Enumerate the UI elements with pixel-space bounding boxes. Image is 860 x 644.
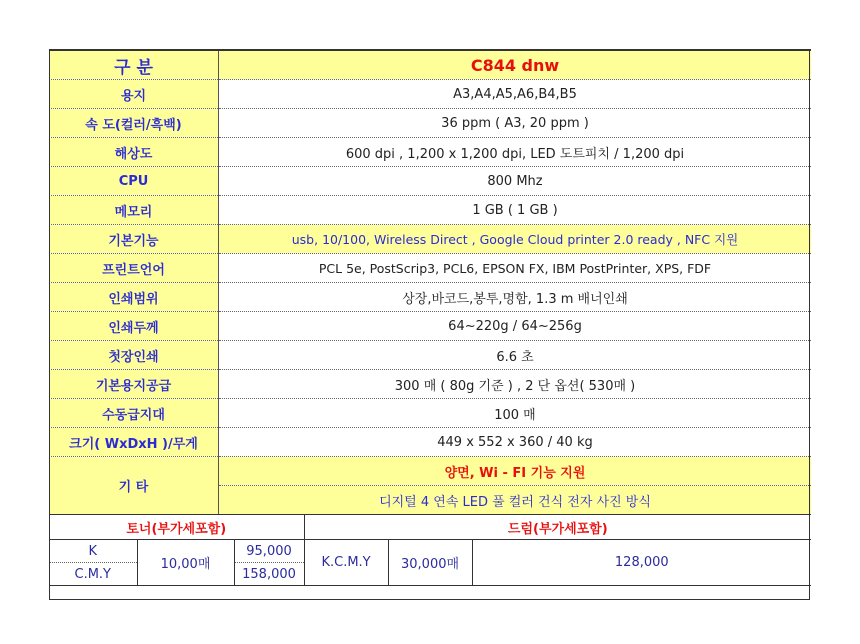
spec-label: 해상도 <box>49 138 219 167</box>
spec-row-first-print <box>49 341 811 370</box>
spec-value: 1 GB ( 1 GB ) <box>219 196 812 225</box>
consumables-row-k <box>49 540 811 563</box>
spec-row-memory <box>49 196 811 225</box>
spec-row-paper-supply <box>49 370 811 399</box>
toner-k-label: K <box>49 540 137 563</box>
spec-value: 449 x 552 x 360 / 40 kg <box>219 428 812 457</box>
model-name: C844 dnw <box>219 50 812 80</box>
spec-value: 600 dpi , 1,200 x 1,200 dpi, LED 도트피치 / 1,200 dpi <box>219 138 812 167</box>
etc-label: 기 타 <box>49 457 219 515</box>
spec-row-cpu <box>49 167 811 196</box>
spec-value: 64~220g / 64~256g <box>219 312 812 341</box>
spec-label: 인쇄범위 <box>49 283 219 312</box>
header-row <box>49 50 811 80</box>
spec-label: 메모리 <box>49 196 219 225</box>
etc-row-1 <box>49 457 811 486</box>
spec-row-size-weight <box>49 428 811 457</box>
spec-label: 수동급지대 <box>49 399 219 428</box>
spec-label: 기본기능 <box>49 225 219 254</box>
toner-header: 토너(부가세포함) <box>49 515 304 540</box>
spec-label: 인쇄두께 <box>49 312 219 341</box>
spec-label: 기본용지공급 <box>49 370 219 399</box>
etc-line-1: 양면, Wi - FI 기능 지원 <box>219 457 812 486</box>
spec-value: 300 매 ( 80g 기준 ) , 2 단 옵션( 530매 ) <box>219 370 812 399</box>
drum-header: 드럼(부가세포함) <box>304 515 811 540</box>
spec-label: 크기( WxDxH )/무게 <box>49 428 219 457</box>
spec-row-manual-tray <box>49 399 811 428</box>
spec-sheet <box>49 49 811 586</box>
spec-value: 상장,바코드,봉투,명함, 1.3 m 배너인쇄 <box>219 283 812 312</box>
spec-value: 6.6 초 <box>219 341 812 370</box>
spec-table <box>49 49 811 515</box>
spec-row-resolution <box>49 138 811 167</box>
spec-label: 속 도(컬러/흑백) <box>49 109 219 138</box>
toner-price-k: 95,000 <box>234 540 304 563</box>
spec-value: 800 Mhz <box>219 167 812 196</box>
drum-yield: 30,000매 <box>388 540 472 586</box>
spec-row-speed <box>49 109 811 138</box>
etc-line-2: 디지털 4 연속 LED 풀 컬러 건식 전자 사진 방식 <box>219 486 812 515</box>
drum-price: 128,000 <box>472 540 811 586</box>
spec-value: A3,A4,A5,A6,B4,B5 <box>219 80 812 109</box>
spec-value: usb, 10/100, Wireless Direct , Google Cloud printer 2.0 ready , NFC 지원 <box>219 225 812 254</box>
spec-value: PCL 5e, PostScrip3, PCL6, EPSON FX, IBM PostPrinter, XPS, FDF <box>219 254 812 283</box>
spec-label: 용지 <box>49 80 219 109</box>
header-label: 구 분 <box>49 50 219 80</box>
spec-row-paper <box>49 80 811 109</box>
toner-yield: 10,00매 <box>137 540 234 586</box>
drum-type: K.C.M.Y <box>304 540 388 586</box>
spec-value: 100 매 <box>219 399 812 428</box>
spec-value: 36 ppm ( A3, 20 ppm ) <box>219 109 812 138</box>
spec-label: CPU <box>49 167 219 196</box>
spec-row-print-range <box>49 283 811 312</box>
consumables-table <box>49 515 811 586</box>
spec-row-thickness <box>49 312 811 341</box>
spec-row-features <box>49 225 811 254</box>
toner-cmy-label: C.M.Y <box>49 563 137 586</box>
spec-label: 첫장인쇄 <box>49 341 219 370</box>
spec-label: 프린트언어 <box>49 254 219 283</box>
toner-price-cmy: 158,000 <box>234 563 304 586</box>
consumables-header-row <box>49 515 811 540</box>
spec-row-languages <box>49 254 811 283</box>
